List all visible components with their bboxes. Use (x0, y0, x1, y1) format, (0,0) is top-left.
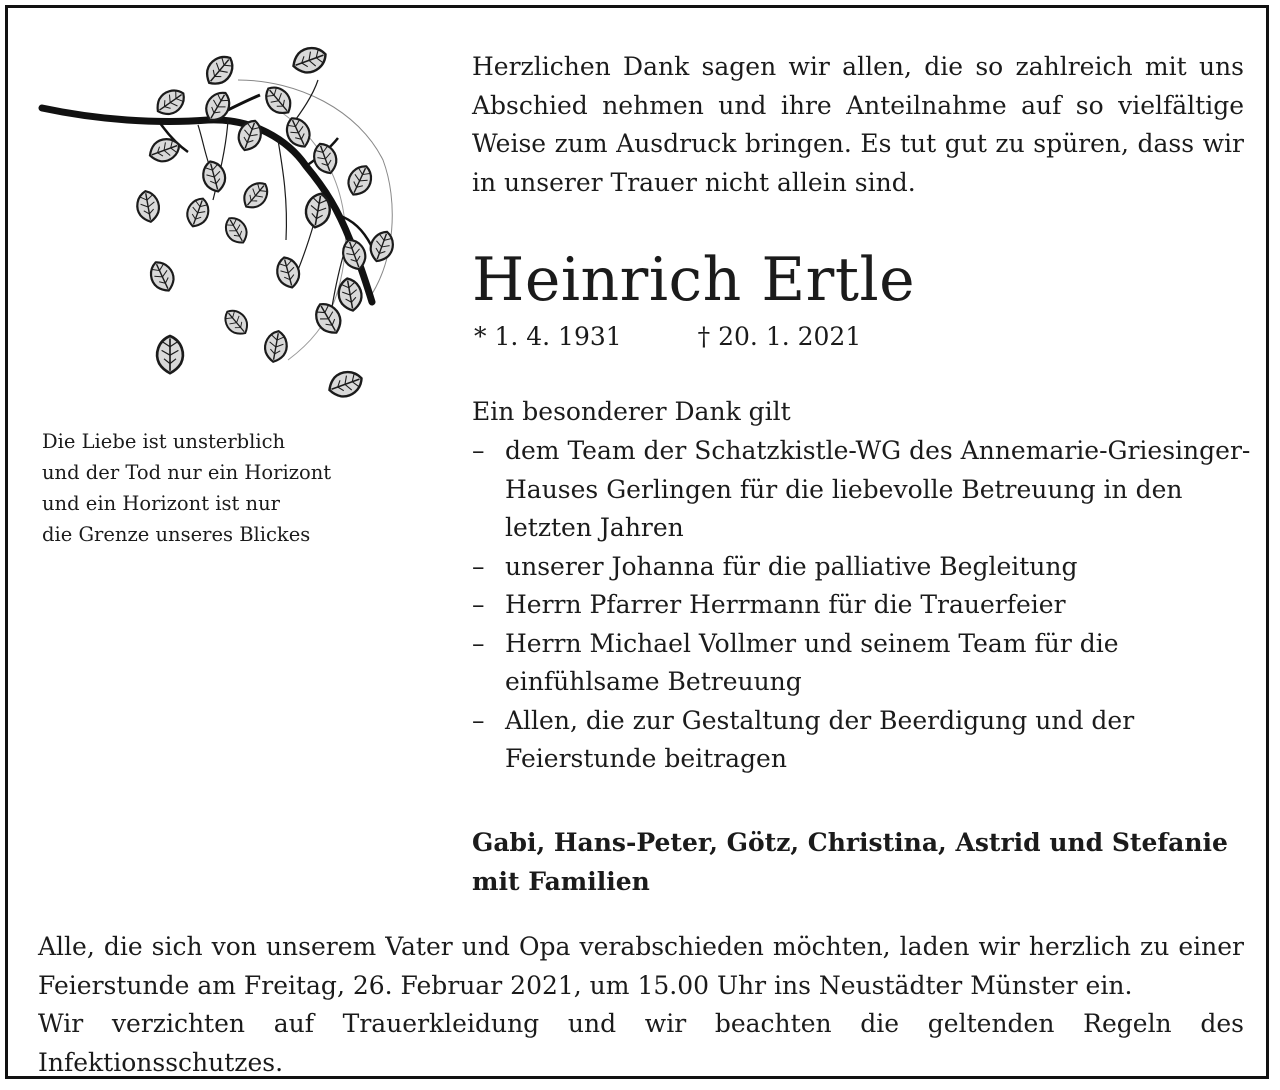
thanks-item-text: Herrn Pfarrer Herrmann für die Trauerfeier (505, 590, 1066, 619)
closing-line: Feierstunde am Freitag, 26. Februar 2021, um 15.00 Uhr ins Neustädter Münster ein. (38, 970, 1133, 1000)
thanks-list (472, 432, 1262, 779)
poem-quote (42, 426, 372, 550)
poem-line: die Grenze unseres Blickes (42, 523, 311, 546)
deceased-name: Heinrich Ertle (472, 245, 916, 315)
dash-bullet: – (472, 705, 485, 735)
thanks-item-text: unserer Johanna für die palliative Begleitung (505, 551, 1078, 581)
thanks-item (472, 432, 1262, 548)
dash-bullet: – (472, 590, 485, 619)
thanks-item (472, 548, 1262, 587)
closing-line: Alle, die sich von unserem Vater und Opa verabschieden möchten, laden wir herzlich zu einer (38, 932, 1244, 961)
poem-line: und ein Horizont ist nur (42, 492, 280, 515)
death-date: † 20. 1. 2021 (697, 322, 862, 351)
thanks-item-text: Herrn Michael Vollmer und seinem Team für die einfühlsame Betreuung (505, 628, 1119, 696)
dash-bullet: – (472, 551, 485, 581)
intro-paragraph: Herzlichen Dank sagen wir allen, die so zahlreich mit uns Abschied nehmen und ihre Anteilnahme auf so vielfältige Weise zum Ausdruck bringen. Es tut gut zu spüren, dass wir in unserer Trauer nicht allein sind. (472, 52, 1244, 197)
family-suffix: mit Familien (472, 866, 650, 896)
family-signature (472, 824, 1232, 901)
thanks-item (472, 586, 1262, 625)
dash-bullet: – (472, 436, 485, 465)
birth-date: * 1. 4. 1931 (474, 322, 622, 351)
closing-notice (38, 928, 1244, 1082)
family-names: Gabi, Hans-Peter, Götz, Christina, Astrid und Stefanie (472, 828, 1228, 857)
thanks-item (472, 625, 1262, 702)
branch-leaves-illustration (38, 40, 408, 410)
thanks-item-text: Allen, die zur Gestaltung der Beerdigung und der Feierstunde beitragen (505, 705, 1135, 773)
dash-bullet: – (472, 628, 485, 658)
thanks-item (472, 702, 1262, 779)
poem-line: Die Liebe ist unsterblich (42, 430, 286, 453)
thanks-heading: Ein besonderer Dank gilt (472, 397, 791, 426)
closing-line: Wir verzichten auf Trauerkleidung und wir beachten die geltenden Regeln des Infektionsschutzes. (38, 1009, 1244, 1077)
life-dates (474, 318, 861, 356)
thanks-item-text: dem Team der Schatzkistle-WG des Annemarie-Griesinger-Hauses Gerlingen für die liebevolle Betreuung in den letzten Jahren (505, 436, 1251, 542)
poem-line: und der Tod nur ein Horizont (42, 461, 332, 484)
